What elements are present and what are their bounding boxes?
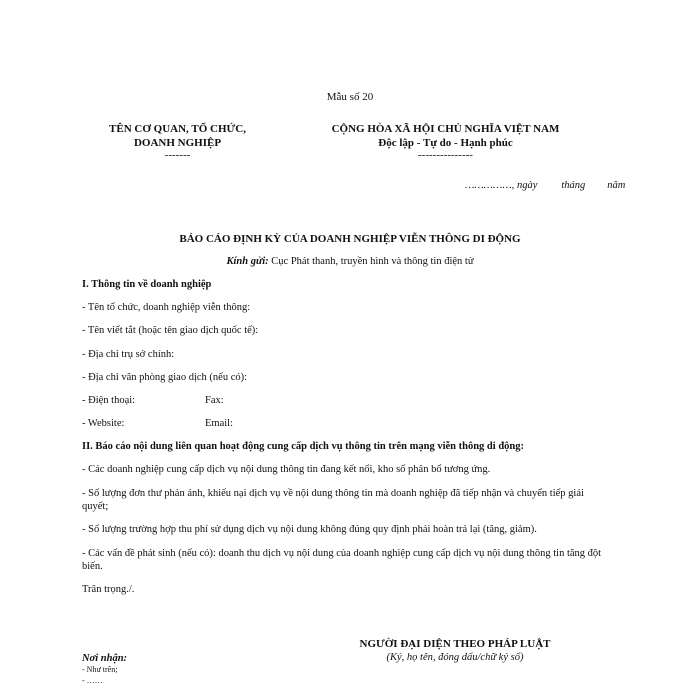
- phone-field: - Điện thoại:: [82, 395, 136, 406]
- agency-name-line2: DOANH NGHIỆP: [133, 137, 222, 149]
- recipient-label: Kính gửi:: [226, 256, 269, 267]
- national-rule: ---------------: [418, 149, 473, 161]
- recipient-line: [0, 256, 700, 267]
- recipients-label: Nơi nhận:: [82, 653, 128, 664]
- recipient-value: Cục Phát thanh, truyền hình và thông tin điện tử: [268, 256, 474, 267]
- email-field: Email:: [205, 418, 233, 429]
- signature-title: NGƯỜI ĐẠI DIỆN THEO PHÁP LUẬT: [359, 638, 551, 650]
- org-name-field: - Tên tổ chức, doanh nghiệp viễn thông:: [82, 302, 251, 313]
- agency-name-line1: TÊN CƠ QUAN, TỔ CHỨC,: [109, 123, 246, 135]
- section2-item-complaints: - Số lượng đơn thư phản ánh, khiếu nại dịch vụ về nội dung thông tin mà doanh nghiệp đã tiếp nhận và chuyển tiếp giải quyết;: [82, 488, 584, 512]
- date-day-label: ngày: [516, 180, 538, 191]
- date-year-label: năm: [607, 180, 626, 191]
- signature-block: [340, 637, 570, 665]
- recipients-item-2: - ……: [82, 676, 103, 685]
- form-number-text: Mẫu số 20: [326, 91, 374, 103]
- hq-address-field: - Địa chỉ trụ sở chính:: [82, 349, 175, 360]
- recipients-item-1: - Như trên;: [82, 665, 118, 674]
- date-place-dots: ……………,: [465, 180, 517, 191]
- office-address-field: - Địa chỉ văn phòng giao dịch (nếu có):: [82, 372, 248, 383]
- date-line: [465, 180, 625, 191]
- national-motto: Độc lập - Tự do - Hạnh phúc: [378, 137, 513, 149]
- section2-item-refunds: - Số lượng trường hợp thu phí sử dụng dịch vụ nội dung không đúng quy định phải hoàn trả lại (tăng, giảm).: [82, 524, 537, 535]
- section1-heading: I. Thông tin về doanh nghiệp: [82, 279, 212, 290]
- section2-item-connected-providers: - Các doanh nghiệp cung cấp dịch vụ nội dung thông tin đang kết nối, kho số phân bổ tương ứng.: [82, 464, 491, 475]
- fax-field: Fax:: [205, 395, 224, 406]
- document-title-text: BÁO CÁO ĐỊNH KỲ CỦA DOANH NGHIỆP VIỄN THÔNG DI ĐỘNG: [179, 233, 521, 245]
- section2-heading: II. Báo cáo nội dung liên quan hoạt động cung cấp dịch vụ thông tin trên mạng viễn thông di động:: [82, 441, 524, 452]
- agency-rule: -------: [164, 149, 191, 161]
- agency-header: [90, 122, 265, 160]
- website-field: - Website:: [82, 418, 125, 429]
- form-number: [0, 91, 700, 103]
- date-month-label: tháng: [561, 180, 586, 191]
- document-title: [0, 233, 700, 245]
- short-name-field: - Tên viết tắt (hoặc tên giao dịch quốc tế):: [82, 325, 259, 336]
- signature-note: (Ký, họ tên, đóng dấu/chữ ký số): [386, 652, 524, 663]
- national-title: CỘNG HÒA XÃ HỘI CHỦ NGHĨA VIỆT NAM: [331, 123, 560, 135]
- section2-item-issues: - Các vấn đề phát sinh (nếu có): doanh thu dịch vụ nội dung của doanh nghiệp cung cấp dịch vụ nội dung thông tin tăng đột biến.: [82, 548, 602, 572]
- recipients-block: [82, 653, 127, 686]
- national-header: [318, 122, 573, 160]
- closing-text: Trân trọng./.: [82, 584, 135, 595]
